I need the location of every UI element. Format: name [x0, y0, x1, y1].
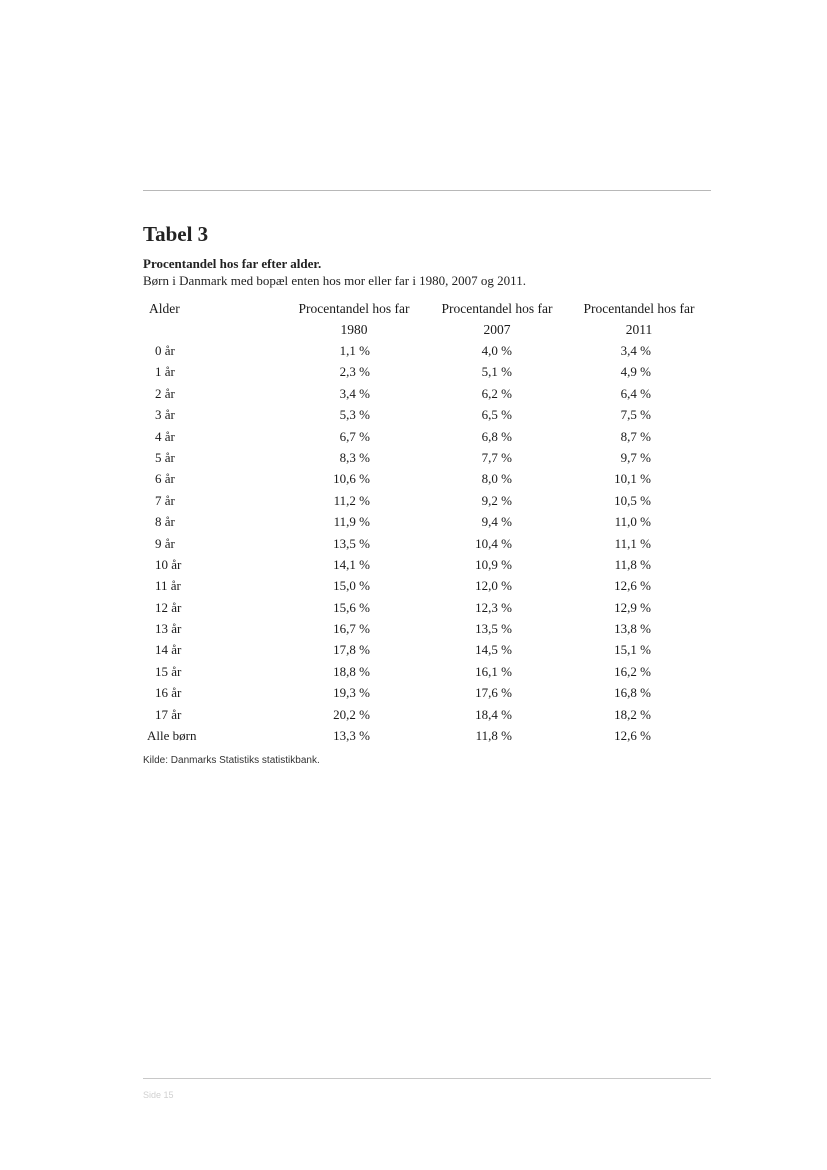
cell-age: 1 år — [155, 364, 175, 380]
table-header-row-2 — [0, 319, 827, 340]
cell-2007: 8,0 % — [481, 471, 512, 487]
table-row — [0, 575, 827, 596]
cell-2007: 9,2 % — [481, 492, 512, 508]
cell-age: 3 år — [155, 407, 175, 423]
source-note: Kilde: Danmarks Statistiks statistikbank. — [143, 755, 320, 766]
cell-age: 9 år — [155, 535, 175, 551]
table-title: Tabel 3 — [143, 222, 209, 246]
table-row — [0, 704, 827, 725]
table-row — [0, 661, 827, 682]
cell-2011: 10,1 % — [614, 471, 651, 487]
cell-2007: 13,5 % — [475, 621, 512, 637]
header-age: Alder — [149, 301, 180, 316]
cell-age: 2 år — [155, 385, 175, 401]
table-body — [0, 340, 827, 746]
cell-1980: 11,2 % — [333, 492, 370, 508]
cell-2011: 18,2 % — [614, 706, 651, 722]
cell-1980: 1,1 % — [339, 343, 370, 358]
header-year-2011: 2011 — [625, 322, 653, 337]
cell-age: 7 år — [155, 492, 175, 508]
cell-2007: 9,4 % — [481, 514, 512, 530]
cell-age: 16 år — [155, 685, 182, 701]
cell-2011: 11,0 % — [614, 514, 651, 530]
cell-1980: 3,4 % — [339, 385, 370, 401]
cell-age: Alle børn — [147, 728, 197, 744]
table-row — [0, 725, 827, 746]
bottom-rule — [143, 1078, 711, 1079]
cell-2007: 12,3 % — [475, 599, 512, 615]
cell-2011: 13,8 % — [614, 621, 651, 637]
cell-1980: 20,2 % — [333, 706, 370, 722]
cell-age: 14 år — [155, 642, 182, 658]
cell-age: 12 år — [155, 599, 182, 615]
cell-age: 10 år — [155, 556, 182, 572]
cell-2011: 4,9 % — [620, 364, 651, 380]
table-subtitle — [143, 255, 526, 289]
cell-1980: 17,8 % — [333, 642, 370, 658]
cell-2007: 11,8 % — [475, 728, 512, 744]
table-row — [0, 447, 827, 468]
cell-age: 4 år — [155, 428, 175, 444]
cell-2007: 7,7 % — [481, 449, 512, 465]
cell-1980: 6,7 % — [339, 428, 370, 444]
cell-1980: 13,5 % — [333, 535, 370, 551]
cell-1980: 5,3 % — [339, 407, 370, 423]
cell-1980: 8,3 % — [339, 449, 370, 465]
cell-1980: 16,7 % — [333, 621, 370, 637]
top-rule — [143, 190, 711, 191]
cell-2011: 3,4 % — [620, 343, 651, 358]
cell-2007: 10,4 % — [475, 535, 512, 551]
cell-1980: 15,0 % — [333, 578, 370, 594]
cell-2007: 14,5 % — [475, 642, 512, 658]
table-header-row-1 — [0, 298, 827, 319]
table-row — [0, 361, 827, 382]
cell-2011: 16,2 % — [614, 663, 651, 679]
cell-2007: 16,1 % — [475, 663, 512, 679]
cell-2007: 6,8 % — [481, 428, 512, 444]
page-number: Side 15 — [143, 1090, 174, 1100]
cell-1980: 18,8 % — [333, 663, 370, 679]
cell-2011: 11,1 % — [614, 535, 651, 551]
cell-age: 0 år — [155, 343, 175, 358]
cell-2007: 4,0 % — [481, 343, 512, 358]
table-row — [0, 533, 827, 554]
data-table — [0, 298, 827, 746]
subtitle-line-2: Børn i Danmark med bopæl enten hos mor eller far i 1980, 2007 og 2011. — [143, 273, 526, 288]
cell-2007: 10,9 % — [475, 556, 512, 572]
header-col-2011: Procentandel hos far — [583, 301, 695, 316]
table-row — [0, 597, 827, 618]
cell-2011: 12,6 % — [614, 728, 651, 744]
header-col-1980: Procentandel hos far — [298, 301, 410, 316]
table-row — [0, 511, 827, 532]
cell-2011: 8,7 % — [620, 428, 651, 444]
cell-2011: 15,1 % — [614, 642, 651, 658]
cell-2011: 10,5 % — [614, 492, 651, 508]
cell-age: 17 år — [155, 706, 182, 722]
table-row — [0, 468, 827, 489]
table-row — [0, 383, 827, 404]
cell-2011: 12,6 % — [614, 578, 651, 594]
cell-1980: 19,3 % — [333, 685, 370, 701]
cell-1980: 10,6 % — [333, 471, 370, 487]
cell-age: 15 år — [155, 663, 182, 679]
cell-2011: 11,8 % — [614, 556, 651, 572]
cell-2011: 7,5 % — [620, 407, 651, 423]
cell-2007: 17,6 % — [475, 685, 512, 701]
table-row — [0, 618, 827, 639]
cell-2011: 12,9 % — [614, 599, 651, 615]
cell-1980: 15,6 % — [333, 599, 370, 615]
table-row — [0, 554, 827, 575]
table-row — [0, 682, 827, 703]
cell-2011: 6,4 % — [620, 385, 651, 401]
cell-2007: 18,4 % — [475, 706, 512, 722]
table-row — [0, 639, 827, 660]
cell-2011: 16,8 % — [614, 685, 651, 701]
cell-2011: 9,7 % — [620, 449, 651, 465]
cell-1980: 14,1 % — [333, 556, 370, 572]
cell-2007: 5,1 % — [481, 364, 512, 380]
cell-1980: 13,3 % — [333, 728, 370, 744]
cell-1980: 11,9 % — [333, 514, 370, 530]
cell-2007: 6,2 % — [481, 385, 512, 401]
cell-age: 6 år — [155, 471, 175, 487]
cell-age: 13 år — [155, 621, 182, 637]
subtitle-line-1: Procentandel hos far efter alder. — [143, 256, 322, 271]
table-row — [0, 426, 827, 447]
cell-age: 8 år — [155, 514, 175, 530]
cell-age: 5 år — [155, 449, 175, 465]
table-row — [0, 340, 827, 361]
cell-2007: 12,0 % — [475, 578, 512, 594]
cell-age: 11 år — [155, 578, 181, 594]
header-year-2007: 2007 — [483, 322, 511, 337]
header-year-1980: 1980 — [340, 322, 368, 337]
header-col-2007: Procentandel hos far — [441, 301, 553, 316]
table-row — [0, 404, 827, 425]
cell-2007: 6,5 % — [481, 407, 512, 423]
table-row — [0, 490, 827, 511]
cell-1980: 2,3 % — [339, 364, 370, 380]
